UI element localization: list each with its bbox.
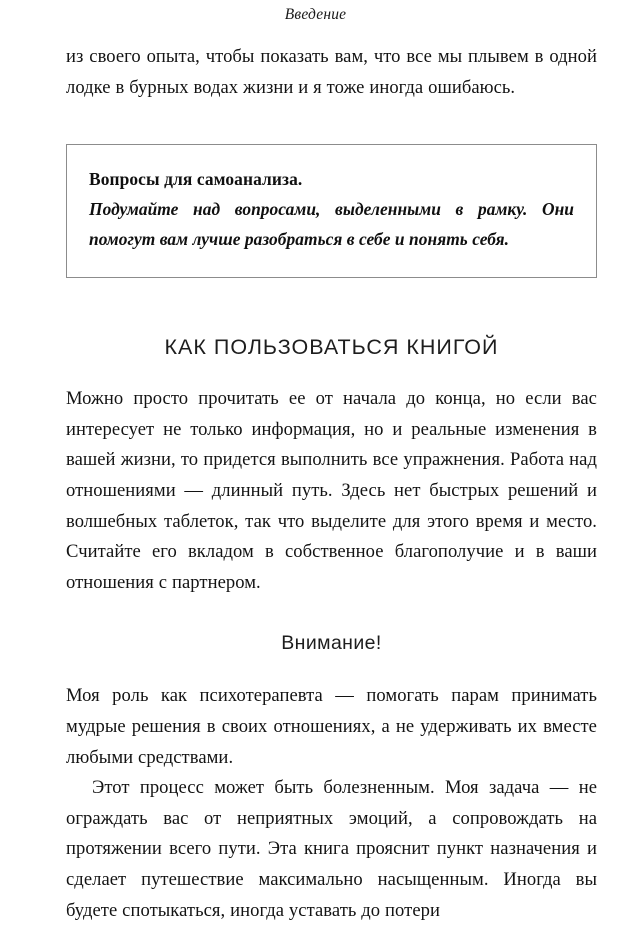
paragraph-attention-role: Моя роль как психотерапевта — помогать парам принимать мудрые решения в своих отношениях, а не удерживать их вместе любыми средствами. [66, 685, 597, 768]
self-analysis-callout-box [66, 144, 597, 278]
callout-note-text: Подумайте над вопросами, выделенными в рамку. Они помогут вам лучше разобраться в себе и понять себя. [89, 199, 574, 250]
callout-lead-label: Вопросы для самоанализа. [89, 169, 303, 190]
section-heading-how-to-use-the-book: КАК ПОЛЬЗОВАТЬСЯ КНИГОЙ [164, 335, 499, 360]
paragraph-how-to-use-book: Можно просто прочитать ее от начала до конца, но если вас интересует не только информация, но и реальные изменения в вашей жизни, то придется выполнить все упражнения. Работа над отношениями — длинный путь. Здесь нет быстрых решений и волшебных таблеток, так что выделите для этого время и место. Считайте его вкладом в собственное благополучие и в ваши отношения с партнером. [66, 388, 597, 593]
running-head: Введение [284, 6, 347, 23]
paragraph-continuation: из своего опыта, чтобы показать вам, что все мы плывем в одной лодке в бурных водах жизни и я тоже иногда ошибаюсь. [66, 46, 597, 98]
text-column [66, 42, 597, 926]
paragraph-attention-process: Этот процесс может быть болезненным. Моя задача — не ограждать вас от неприятных эмоций, а сопровождать на протяжении всего пути. Эта книга прояснит пункт назначения и сделает путешествие максимально насыщенным. Иногда вы будете спотыкаться, иногда уставать до потери [66, 777, 597, 921]
sub-heading-attention: Внимание! [281, 632, 382, 655]
